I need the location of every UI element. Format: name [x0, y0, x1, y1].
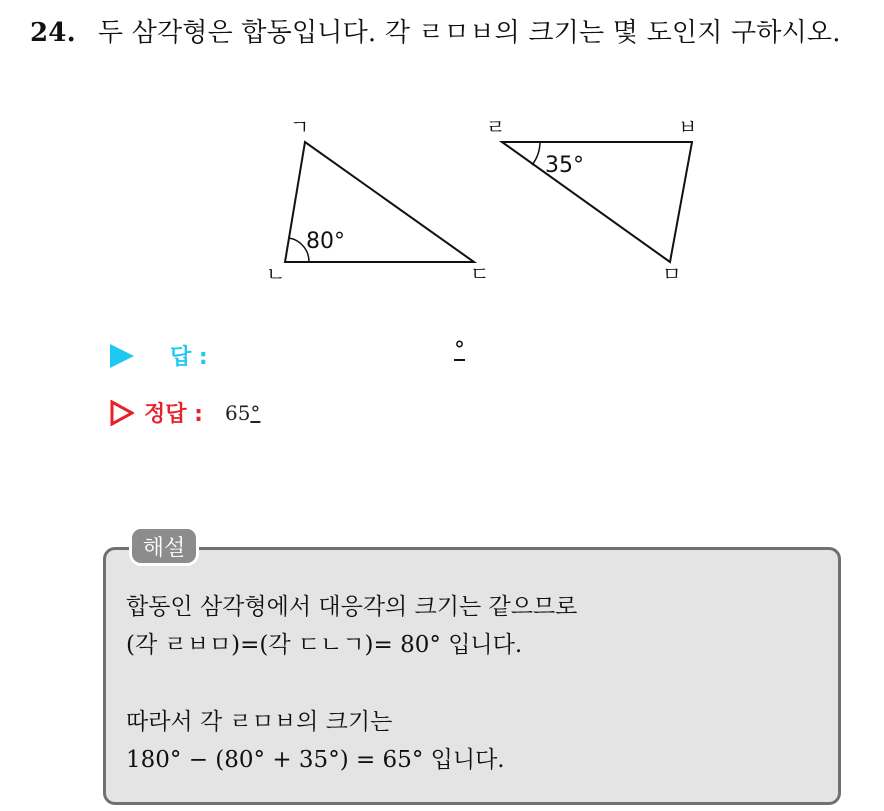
play-icon: [110, 344, 134, 368]
explanation-line-1: 합동인 삼각형에서 대응각의 크기는 같으므로: [126, 594, 578, 620]
vertex-label-giyeok: ㄱ: [290, 115, 310, 139]
angle-arc-right: [532, 142, 540, 165]
correct-answer-row: [110, 397, 260, 428]
play-outline-icon: [110, 400, 134, 426]
correct-answer-number: 65: [224, 400, 251, 425]
vertex-label-digeut: ㄷ: [470, 262, 490, 286]
question-number: 24.: [30, 18, 76, 48]
triangle-right: [502, 142, 692, 262]
explanation-line-2: (각 ㄹㅂㅁ)=(각 ㄷㄴㄱ)= 80° 입니다.: [126, 632, 523, 658]
vertex-label-nieun: ㄴ: [266, 262, 286, 286]
explanation-line-4: 180° − (80° + 35°) = 65° 입니다.: [126, 747, 505, 773]
angle-label-left: 80°: [306, 229, 345, 254]
explanation-line-3: 따라서 각 ㄹㅁㅂ의 크기는: [126, 709, 393, 735]
vertex-label-mieum: ㅁ: [662, 262, 682, 286]
answer-row: [110, 340, 208, 371]
vertex-label-bieup: ㅂ: [678, 115, 698, 139]
answer-label: 답 :: [170, 345, 208, 370]
vertex-label-rieul: ㄹ: [486, 115, 506, 139]
answer-unit: °: [454, 338, 465, 363]
angle-label-right: 35°: [545, 153, 584, 178]
correct-answer-unit: °: [250, 400, 261, 425]
explanation-tab: 해설: [129, 526, 199, 566]
correct-answer-value: [225, 401, 260, 425]
question-text: 두 삼각형은 합동입니다. 각 ㄹㅁㅂ의 크기는 몇 도인지 구하시오.: [97, 18, 841, 48]
correct-answer-label: 정답 :: [144, 402, 203, 427]
